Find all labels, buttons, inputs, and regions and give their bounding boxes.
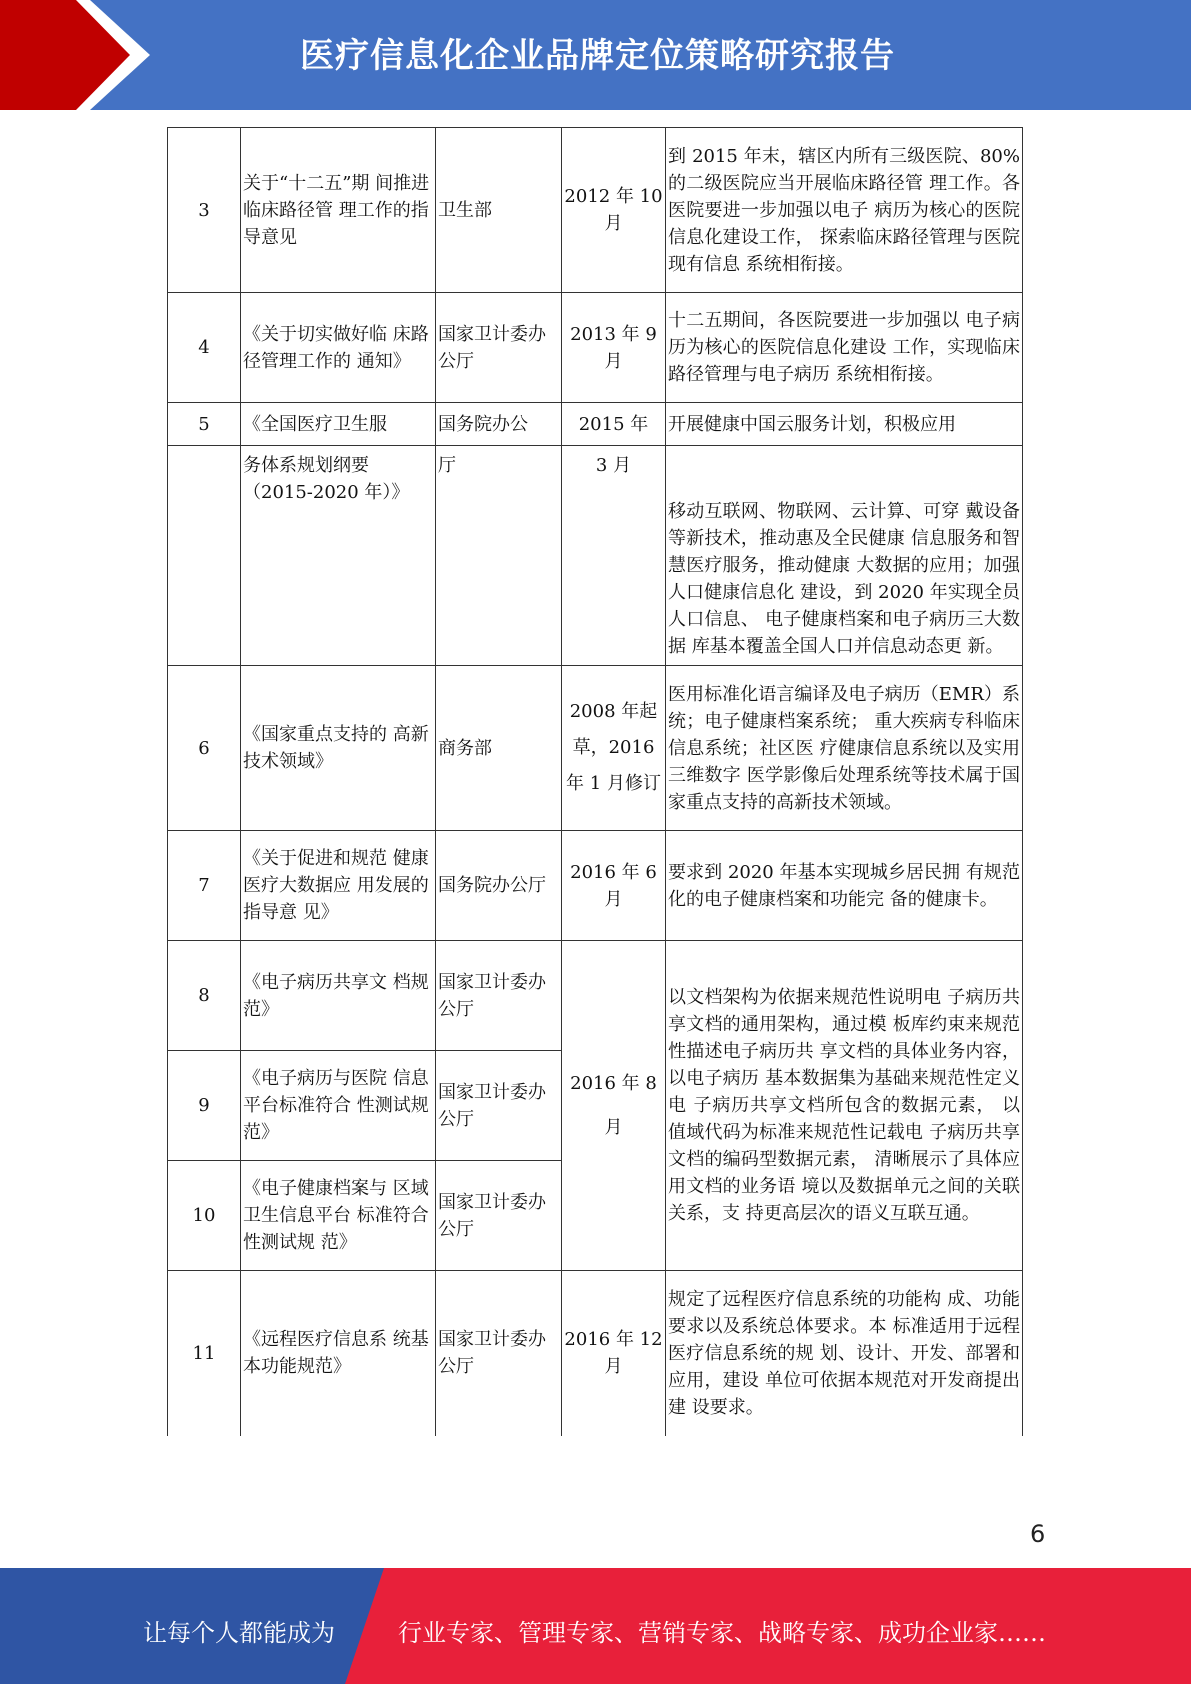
policy-name: 《电子健康档案与 区域卫生信息平台 标准符合性测试规 范》 [241, 1161, 436, 1271]
issuing-department: 卫生部 [436, 128, 562, 293]
table-row [168, 403, 1023, 446]
page-header [0, 0, 1191, 110]
table-row [168, 293, 1023, 403]
policy-name: 《关于切实做好临 床路径管理工作的 通知》 [241, 293, 436, 403]
policy-table [167, 127, 1023, 1436]
issue-date: 2016 年 12 月 [562, 1271, 666, 1436]
issue-date: 2013 年 9 月 [562, 293, 666, 403]
issuing-department: 国家卫计委办公厅 [436, 1051, 562, 1161]
policy-description: 规定了远程医疗信息系统的功能构 成、功能要求以及系统总体要求。本 标准适用于远程医疗信息系统的规 划、设计、开发、部署和应用，建设 单位可依据本规范对开发商提出建 设要求。 [666, 1271, 1023, 1436]
issuing-department: 国家卫计委办公厅 [436, 1161, 562, 1271]
policy-name: 《电子病历共享文 档规范》 [241, 941, 436, 1051]
issuing-department: 国家卫计委办公厅 [436, 293, 562, 403]
policy-description: 医用标准化语言编译及电子病历（EMR）系统；电子健康档案系统； 重大疾病专科临床信息系统；社区医 疗健康信息系统以及实用三维数字 医学影像后处理系统等技术属于国 家重点支持的高新技术领域。 [666, 666, 1023, 831]
issue-date: 2015 年 [562, 403, 666, 446]
row-number: 11 [168, 1271, 241, 1436]
row-number: 7 [168, 831, 241, 941]
issuing-department: 国家卫计委办公厅 [436, 1271, 562, 1436]
row-number: 9 [168, 1051, 241, 1161]
issuing-department: 厅 [436, 446, 562, 666]
policy-description: 移动互联网、物联网、云计算、可穿 戴设备等新技术，推动惠及全民健康 信息服务和智慧医疗服务，推动健康 大数据的应用；加强人口健康信息化 建设，到 2020 年实现全员人口信息、 电子健康档案和电子病历三大数据 库基本覆盖全国人口并信息动态更 新。 [666, 446, 1023, 666]
issue-date: 2016 年 8 月 [562, 941, 666, 1271]
issuing-department: 国家卫计委办公厅 [436, 941, 562, 1051]
policy-description: 十二五期间，各医院要进一步加强以 电子病历为核心的医院信息化建设 工作，实现临床路径管理与电子病历 系统相衔接。 [666, 293, 1023, 403]
row-number: 10 [168, 1161, 241, 1271]
policy-description: 要求到 2020 年基本实现城乡居民拥 有规范化的电子健康档案和功能完 备的健康卡。 [666, 831, 1023, 941]
table-row [168, 446, 1023, 666]
policy-description: 到 2015 年末，辖区内所有三级医院、80%的二级医院应当开展临床路径管 理工作。各医院要进一步加强以电子 病历为核心的医院信息化建设工作， 探索临床路径管理与医院现有信息 系统相衔接。 [666, 128, 1023, 293]
policy-name: 关于“十二五”期 间推进临床路径管 理工作的指导意见 [241, 128, 436, 293]
row-number: 3 [168, 128, 241, 293]
row-number: 6 [168, 666, 241, 831]
issue-date: 2008 年起草，2016 年 1 月修订 [562, 666, 666, 831]
table-row [168, 128, 1023, 293]
policy-name: 《国家重点支持的 高新技术领域》 [241, 666, 436, 831]
row-number: 5 [168, 403, 241, 446]
issuing-department: 国务院办公 [436, 403, 562, 446]
issuing-department: 商务部 [436, 666, 562, 831]
issue-date: 2012 年 10 月 [562, 128, 666, 293]
policy-name: 《电子病历与医院 信息平台标准符合 性测试规范》 [241, 1051, 436, 1161]
policy-name: 《全国医疗卫生服 [241, 403, 436, 446]
issue-date: 3 月 [562, 446, 666, 666]
policy-description: 开展健康中国云服务计划，积极应用 [666, 403, 1023, 446]
report-title: 医疗信息化企业品牌定位策略研究报告 [300, 36, 895, 76]
page-number: 6 [1030, 1520, 1046, 1548]
issue-date: 2016 年 6 月 [562, 831, 666, 941]
row-number [168, 446, 241, 666]
header-arrow-decoration [0, 0, 150, 110]
policy-name: 《远程医疗信息系 统基本功能规范》 [241, 1271, 436, 1436]
table-row [168, 666, 1023, 831]
policy-description: 以文档架构为依据来规范性说明电 子病历共享文档的通用架构，通过模 板库约束来规范性描述电子病历共 享文档的具体业务内容，以电子病历 基本数据集为基础来规范性定义电 子病历共享文档所包含的数据元素， 以值域代码为标准来规范性记载电 子病历共享文档的编码型数据元素， 清晰展示了具体应用文档的业务语 境以及数据单元之间的关联关系，支 持更高层次的语义互联互通。 [666, 941, 1023, 1271]
issuing-department: 国务院办公厅 [436, 831, 562, 941]
footer-slogan-right: 行业专家、管理专家、营销专家、战略专家、成功企业家…… [398, 1619, 1046, 1647]
table-row [168, 831, 1023, 941]
row-number: 4 [168, 293, 241, 403]
row-number: 8 [168, 941, 241, 1051]
table-row [168, 941, 1023, 1051]
policy-name: 务体系规划纲要 （2015-2020 年）》 [241, 446, 436, 666]
footer-slogan-left: 让每个人都能成为 [143, 1619, 335, 1647]
policy-name: 《关于促进和规范 健康医疗大数据应 用发展的指导意 见》 [241, 831, 436, 941]
table-row [168, 1271, 1023, 1436]
